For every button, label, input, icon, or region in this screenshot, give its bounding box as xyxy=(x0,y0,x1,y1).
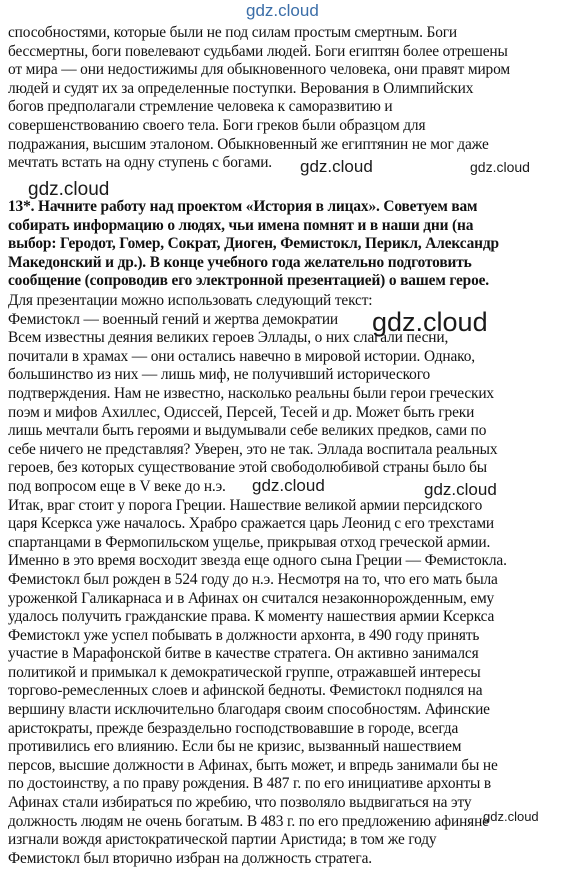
text-line: лишь мечтали быть героями и выдумывали себе великих предков, сами по xyxy=(8,422,487,440)
text-line: политикой и примыкал к демократической группе, отражавшей интересы xyxy=(8,663,481,681)
text-line: Фемистокл был вторично избран на должность стратега. xyxy=(8,849,372,867)
text-line: должность людям не очень богатым. В 483 г. по его предложению афиняне xyxy=(8,812,489,830)
section-title: Фемистокл — военный гений и жертва демократии xyxy=(8,310,338,328)
presentation-text xyxy=(8,292,560,868)
text-line: удалось получить гражданские права. К моменту нашествия армии Ксеркса xyxy=(8,608,495,626)
text-line: Для презентации можно использовать следующий текст: xyxy=(8,292,373,309)
text-line: царя Ксеркса уже началось. Храбро сражается царь Леонид с его трехстами xyxy=(8,515,495,533)
text-line: большинство из них — лишь миф, не получивший исторического xyxy=(8,366,431,384)
watermark: gdz.cloud xyxy=(28,179,110,200)
text-line: Афинах стали избираться по жребию, что позволяло выдвигаться на эту xyxy=(8,794,472,812)
watermark: gdz.cloud xyxy=(470,159,530,175)
intro-paragraph xyxy=(8,24,560,176)
text-line: способностями, которые были не под силам простым смертным. Боги xyxy=(8,24,457,41)
task-line: выбор: Геродот, Гомер, Сократ, Диоген, Фемистокл, Перикл, Александр xyxy=(8,235,499,253)
text-line: поэм и мифов Ахиллес, Одиссей, Персей, Тесей и др. Может быть греки xyxy=(8,403,475,421)
text-line: торгово-ремесленных слоев и афинской бедноты. Фемистокл поднялся на xyxy=(8,682,483,700)
watermark: gdz.cloud xyxy=(252,476,325,495)
text-line: по достоинству, а по праву рождения. В 487 г. по его инициативе архонты в xyxy=(8,775,492,793)
text-line: изгнали вождя аристократической партии Аристида; в том же году xyxy=(8,831,437,849)
task-13-heading xyxy=(8,198,560,291)
task-line: собирать информацию о людях, чьи имена помнят и в наши дни (на xyxy=(8,216,474,234)
text-line: Именно в это время восходит звезда еще одного сына Греции — Фемистокла. xyxy=(8,552,507,570)
text-line: участие в Марафонской битве в качестве стратега. Он активно занимался xyxy=(8,645,479,663)
text-line: Итак, враг стоит у порога Греции. Нашествие великой армии персидского xyxy=(8,496,483,514)
text-line: уроженкой Галикарнаса и в Афинах он считался незаконнорожденным, ему xyxy=(8,589,495,607)
text-line: Фемистокл был рожден в 524 году до н.э. Несмотря на то, что его мать была xyxy=(8,570,498,588)
text-line: подтверждения. Нам не известно, насколько реальны были герои греческих xyxy=(8,384,494,402)
text-line: противились его влиянию. Если бы не кризис, вызванный нашествием xyxy=(8,738,462,756)
text-line: спартанцами в Фермопильском ущелье, прикрывая отход греческой армии. xyxy=(8,533,491,551)
text-line: персов, высшие должности в Афинах, быть может, и впредь занимали бы не xyxy=(8,756,498,774)
text-line: героев, без которых существование этой свободолюбивой страны было бы xyxy=(8,459,487,477)
site-watermark-top[interactable]: gdz.cloud xyxy=(246,1,319,20)
task-line: 13*. Начните работу над проектом «История в лицах». Советуем вам xyxy=(8,198,478,215)
text-line: людей и судят их за определенные поступки. Верования в Олимпийских xyxy=(8,79,474,97)
text-line: под вопросом еще в V веке до н.э. xyxy=(8,477,226,495)
text-line: совершенствованию своего тела. Боги греков были образцом для xyxy=(8,116,426,134)
text-line: мечтать встать на одну ступень с богами. xyxy=(8,154,272,172)
text-line: подражания, высшим эталоном. Обыкновенный же египтянин не мог даже xyxy=(8,135,489,153)
text-line: Фемистокл уже успел побывать в должности архонта, в 490 году принять xyxy=(8,626,480,644)
watermark: gdz.cloud xyxy=(424,480,497,499)
text-line: почитали в храмах — они остались навечно в мировой истории. Однако, xyxy=(8,347,475,365)
watermark: gdz.cloud xyxy=(372,307,488,337)
text-line: бессмертны, боги повелевают судьбами людей. Боги египтян более отрешены xyxy=(8,42,508,60)
task-line: сообщение (сопроводив его электронной презентацией) о вашем герое. xyxy=(8,272,489,290)
text-line: аристократы, прежде безраздельно господствовавшие в городе, всегда xyxy=(8,719,459,737)
text-line: вершину власти исключительно благодаря своим способностям. Афинские xyxy=(8,701,490,719)
text-line: богов предполагали стремление человека к саморазвитию и xyxy=(8,98,393,116)
text-line: от мира — они недостижимы для обыкновенного человека, они правят миром xyxy=(8,61,510,79)
task-line: Македонский и др.). В конце учебного года желательно подготовить xyxy=(8,253,472,271)
watermark: gdz.cloud xyxy=(300,157,373,176)
text-line: Всем известны деяния великих героев Эллады, о них слагали песни, xyxy=(8,329,449,347)
text-line: себе ничего не представляя? Уверен, это не так. Эллада воспитала реальных xyxy=(8,440,498,458)
watermark: gdz.cloud xyxy=(483,809,539,824)
